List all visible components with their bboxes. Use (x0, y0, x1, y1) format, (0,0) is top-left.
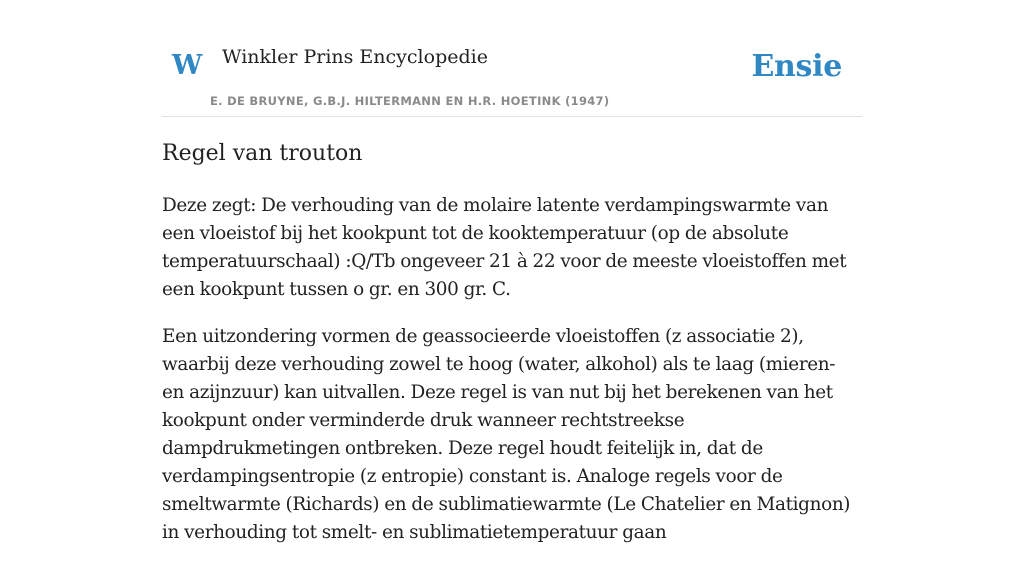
article-body (162, 192, 862, 566)
site-title[interactable]: Winkler Prins Encyclopedie (222, 46, 488, 68)
site-header (162, 0, 862, 117)
wp-logo-icon[interactable]: W (172, 50, 203, 81)
article-title: Regel van trouton (162, 141, 363, 166)
paragraph: Een uitzondering vormen de geassocieerde vloeistoffen (z associatie 2), waarbij deze verhouding zowel te hoog (water, alkohol) als te laag (mieren- en azijnzuur) kan uitvallen. Deze regel is van nut bij het berekenen van het kookpunt onder verminderde druk wanneer rechtstreekse dampdrukmetingen ontbreken. Deze regel houdt feitelijk in, dat de verdampingsentropie (z entropie) constant is. Analoge regels voor de smeltwarmte (Richards) en de sublimatiewarmte (Le Chatelier en Matignon) in verhouding tot smelt- en sublimatietemperatuur gaan (162, 326, 851, 543)
ensie-logo[interactable]: Ensie (751, 49, 842, 84)
authors-line: E. DE BRUYNE, G.B.J. HILTERMANN EN H.R. HOETINK (1947) (210, 94, 610, 108)
paragraph: Deze zegt: De verhouding van de molaire latente verdampingswarmte van een vloeistof bij het kookpunt tot de kooktemperatuur (op de absolute temperatuurschaal) :Q/Tb ongeveer 21 à 22 voor de meeste vloeistoffen met een kookpunt tussen o gr. en 300 gr. C. (162, 195, 847, 300)
